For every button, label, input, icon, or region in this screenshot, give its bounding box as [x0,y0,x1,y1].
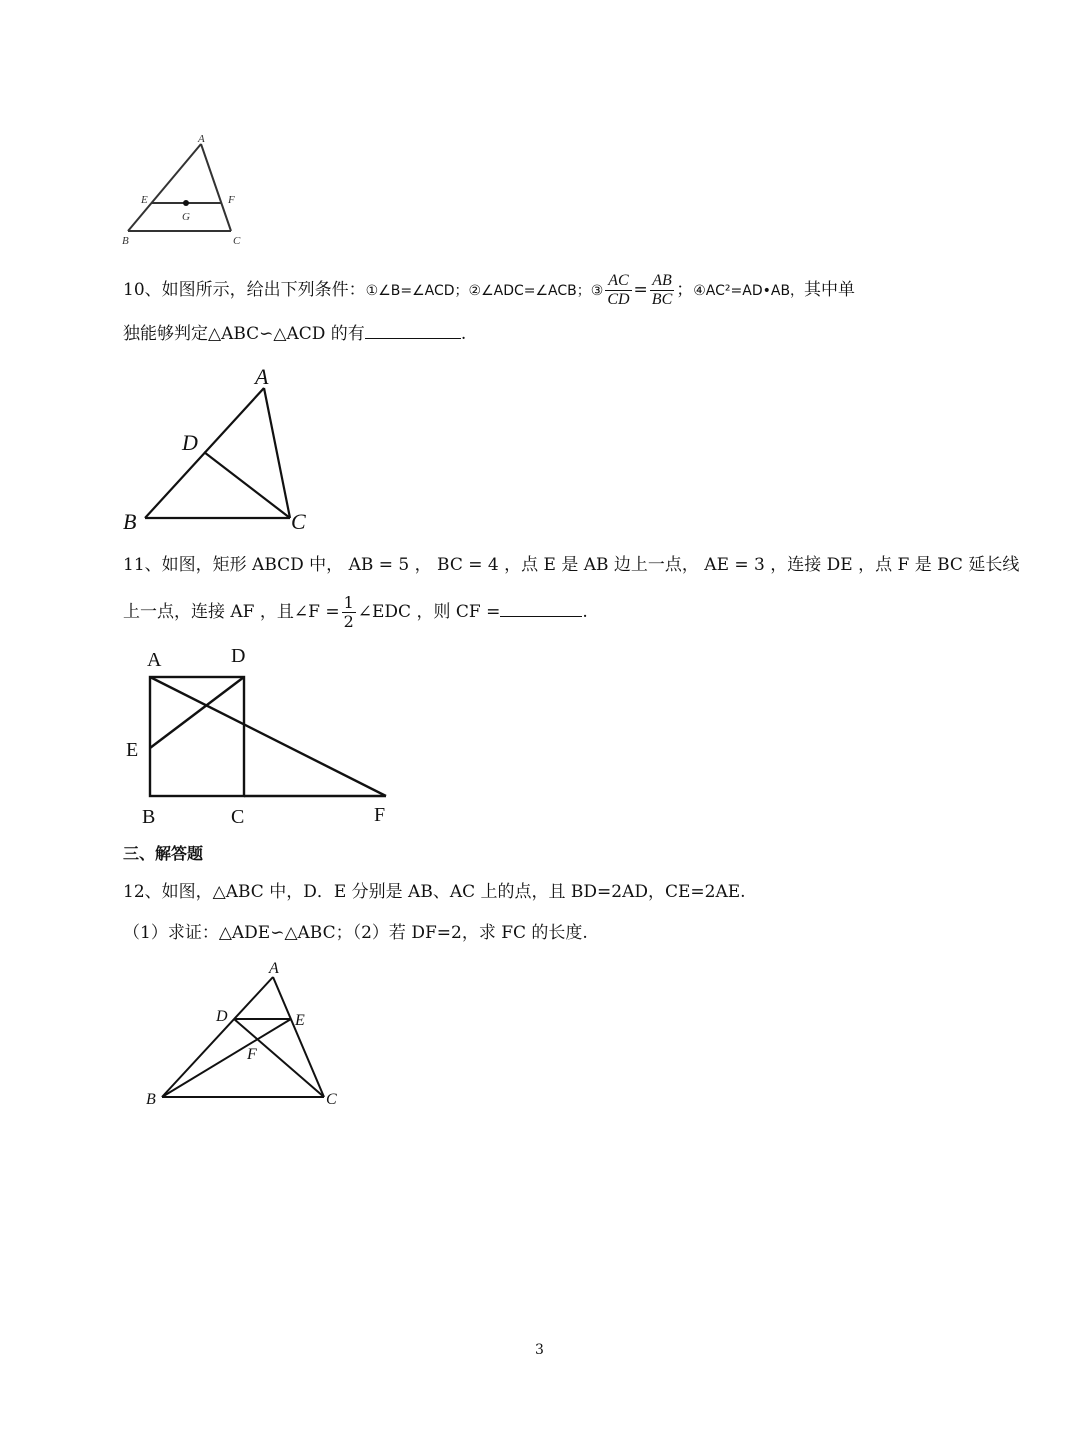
fraction-ac-cd: $\frac{AC}{CD}$ [607,272,630,308]
figure-triangle-abcd [118,360,328,540]
edge-ab [128,144,201,231]
question-11-line-2: 上一点，连接 AF ，且∠F = $\frac{1}{2}$ ∠EDC ，则 CF = . [123,593,588,631]
label-a: A [269,960,279,977]
question-10-line-2: 独能够判定△ABC∽△ACD 的有 . [123,324,467,344]
label-f: F [228,194,235,206]
label-a: A [147,649,162,671]
label-a: A [198,133,205,145]
label-e: E [295,1012,305,1029]
label-b: B [142,806,156,828]
label-d: D [182,430,198,455]
answer-blank[interactable] [500,600,582,617]
label-c: C [291,509,306,534]
label-b: B [123,509,137,534]
label-f: F [374,804,386,826]
segment-dc [204,452,290,518]
label-c: C [231,806,245,828]
segment-be [162,1019,291,1097]
edge-ac [273,977,324,1097]
condition-3-mark: ③ [590,283,604,299]
label-e: E [141,194,148,206]
question-11-line-1 [123,554,1019,576]
label-c: C [326,1091,337,1108]
label-a: A [255,364,269,389]
fraction-one-half: $\frac{1}{2}$ [343,593,354,631]
question-12-line-1: 12、如图，△ABC 中，D．E 分别是 AB、AC 上的点，且 BD=2AD，CE=2AE. [123,882,746,902]
question-number: 11、 [123,555,162,575]
question-10-line-1: 10、如图所示，给出下列条件：①∠B=∠ACD；②∠ADC=∠ACB；③ $\frac{AC}{CD}$ = $\frac{AB}{BC}$ ；④AC²=AD•AB，其中单 [123,272,856,308]
question-number: 10、 [123,280,162,300]
label-b: B [146,1091,156,1108]
segment-ed [150,677,244,748]
label-c: C [233,235,241,247]
edge-ab [162,977,273,1097]
section-heading: 三、解答题 [123,844,204,863]
label-d: D [231,645,246,667]
point-g [183,200,189,206]
fraction-ab-bc: $\frac{AB}{BC}$ [651,272,673,308]
condition-4: ④AC²=AD•AB， [693,283,805,299]
label-f: F [247,1046,257,1063]
condition-1: ①∠B=∠ACD； [365,283,469,299]
label-d: D [216,1008,228,1025]
equals-sign: = [633,280,648,300]
figure-triangle-adef [140,955,350,1115]
figure-triangle-efg [118,130,258,250]
answer-blank[interactable] [365,322,461,339]
label-b: B [122,235,129,247]
edge-ac [264,388,290,518]
label-g: G [182,211,190,223]
question-text: 如图所示，给出下列条件： [161,280,366,300]
label-e: E [126,739,139,761]
figure-rectangle-abcd [118,640,408,830]
edge-ac [201,144,231,231]
question-12-line-2: （1）求证：△ADE∽△ABC；（2）若 DF=2，求 FC 的长度. [123,923,588,943]
segment-af [150,677,386,796]
condition-2: ②∠ADC=∠ACB； [468,283,591,299]
question-text: 如图，矩形 ABCD 中， AB = 5 ， BC = 4 ，点 E 是 AB 边上一点， AE = 3 ，连接 DE ，点 F 是 BC 延长线 [161,555,1020,575]
page-number: 3 [535,1342,544,1358]
